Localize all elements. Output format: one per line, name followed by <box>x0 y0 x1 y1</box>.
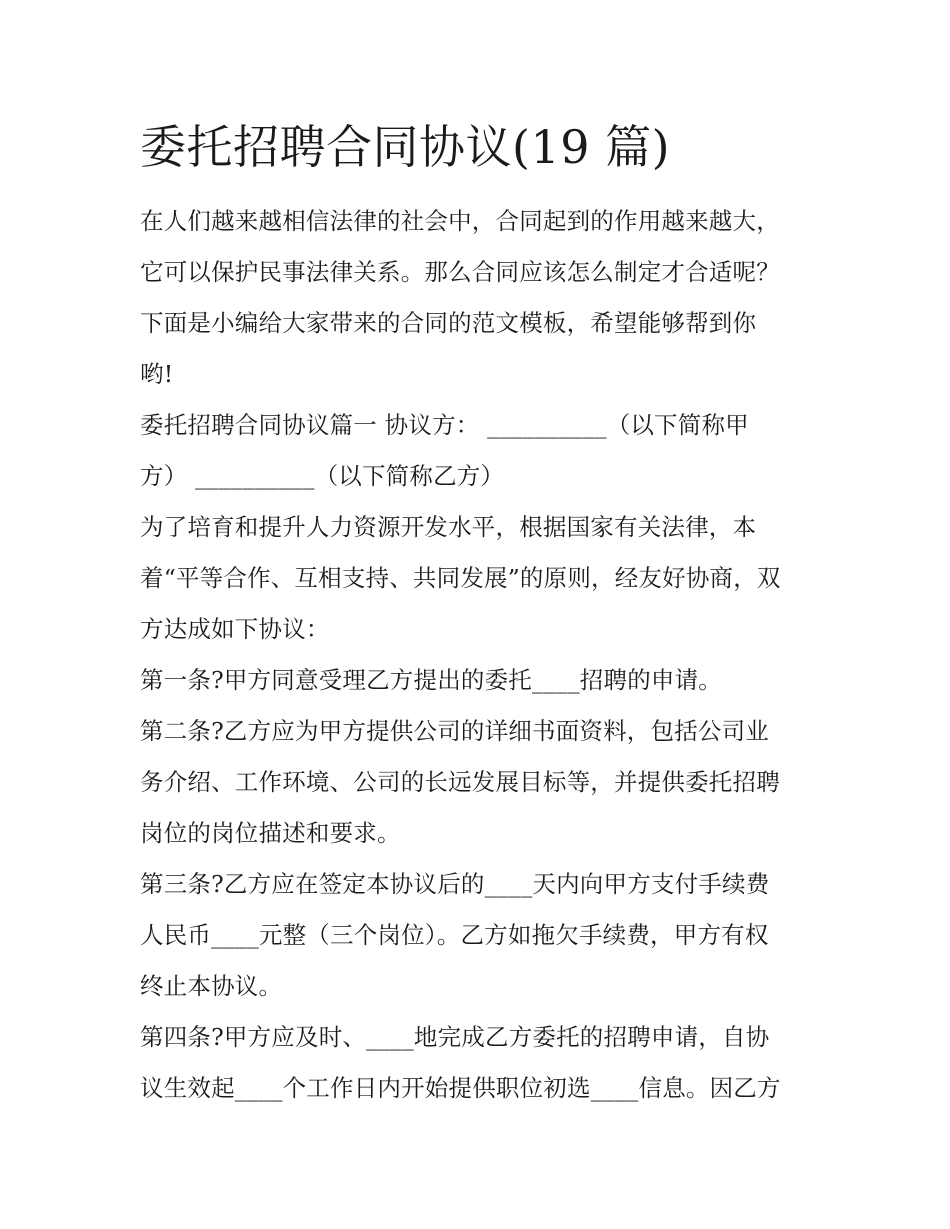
body-line: 岗位的岗位描述和要求。 <box>140 819 401 847</box>
body-line: 哟! <box>140 360 174 388</box>
document-title: 委托招聘合同协议(19 篇) <box>140 120 671 174</box>
body-line: 第三条?乙方应在签定本协议后的____天内向甲方支付手续费 <box>140 870 770 898</box>
body-line: 委托招聘合同协议篇一 协议方： __________（以下简称甲 <box>140 411 749 439</box>
body-line: 方达成如下协议： <box>140 615 330 643</box>
body-line: 为了培育和提升人力资源开发水平，根据国家有关法律，本 <box>140 513 757 541</box>
body-line: 在人们越来越相信法律的社会中，合同起到的作用越来越大， <box>140 207 780 235</box>
document-body <box>140 196 830 1114</box>
body-line: 议生效起____个工作日内开始提供职位初选____信息。因乙方 <box>140 1074 781 1102</box>
body-line: 第二条?乙方应为甲方提供公司的详细书面资料，包括公司业 <box>140 717 769 745</box>
body-line: 第一条?甲方同意受理乙方提出的委托____招聘的申请。 <box>140 666 722 694</box>
body-line: 终止本协议。 <box>140 972 283 1000</box>
body-line: 下面是小编给大家带来的合同的范文模板，希望能够帮到你 <box>140 309 757 337</box>
body-line: 人民币____元整（三个岗位）。乙方如拖欠手续费，甲方有权 <box>140 921 769 949</box>
body-line: 着“平等合作、互相支持、共同发展”的原则，经友好协商，双 <box>140 564 781 592</box>
body-line: 方） __________（以下简称乙方） <box>140 462 505 490</box>
body-line: 第四条?甲方应及时、____地完成乙方委托的招聘申请，自协 <box>140 1023 770 1051</box>
body-line: 它可以保护民事法律关系。那么合同应该怎么制定才合适呢？ <box>140 258 780 286</box>
body-line: 务介绍、工作环境、公司的长远发展目标等，并提供委托招聘 <box>140 768 780 796</box>
